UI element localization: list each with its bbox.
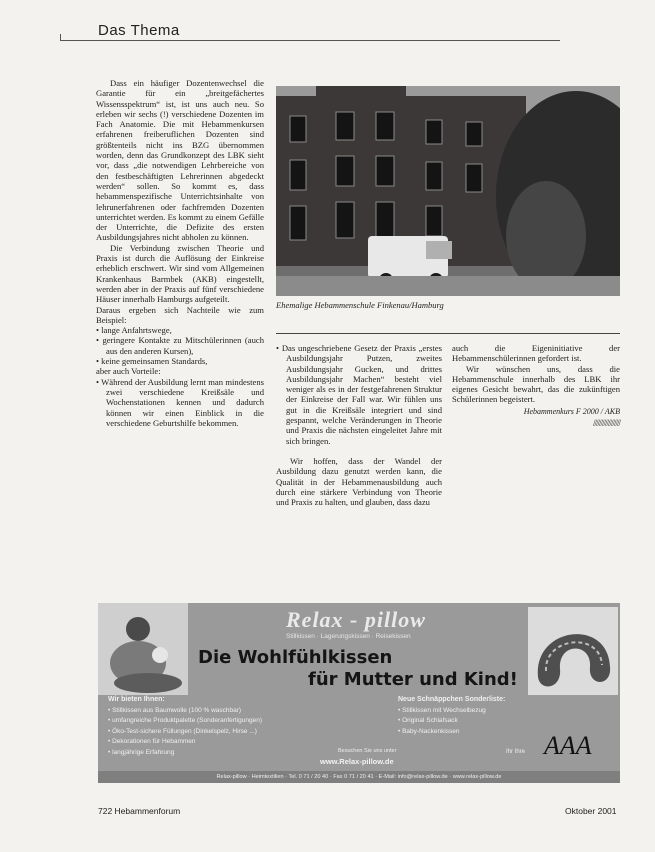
brand-tagline: Stillkissen · Lagerungskissen · Reisekissen: [286, 633, 411, 640]
brand-name: Relax - pillow: [286, 607, 426, 632]
title-rule: [60, 40, 560, 41]
paragraph: aber auch Vorteile:: [96, 366, 161, 377]
list-item: • Stillkissen mit Wechselbezug: [398, 706, 486, 714]
list-item: • Das ungeschriebene Gesetz der Praxis „erstes Ausbildungsjahr Putzen, zweites Ausbildungsjahr Gucken, und drittes Ausbildungsjahr Machen“ besteht viel weniger als es in der festgefahrenen Struktur der Einkreise der Fall war. Wir fühlen uns gut in die Kreißsäle integriert und sind gespannt, welche Veränderungen in Theorie und Praxis die nächsten eingeleitet Jahre mit sich bringen.: [276, 343, 442, 446]
building-photo: [276, 86, 620, 296]
list-item: • umfangreiche Produktpalette (Sonderanfertigungen): [108, 717, 263, 724]
list-item: • geringere Kontakte zu Mitschülerinnen (auch aus den anderen Kursen),: [96, 335, 264, 356]
article-column-2: [276, 343, 442, 507]
list-item: • Während der Ausbildung lernt man mindestens zwei verschiedene Kreißsäle und Wochenstationen kennen und dadurch können wir einen Einblick in die verschiedene Geburtshilfe bekommen.: [96, 376, 264, 428]
mother-child-illustration: [98, 603, 188, 695]
list-item: • Stillkissen aus Baumwolle (100 % waschbar): [108, 706, 242, 714]
ad-special-list: [398, 695, 528, 737]
paragraph: Daraus ergeben sich Nachteile wie zum Beispiel:: [96, 304, 264, 325]
ad-offer-heading: Wir bieten Ihnen:: [108, 696, 165, 703]
pillow-illustration: [528, 607, 618, 695]
ad-contact-line: Relax-pillow · Heimtextilien · Tel. 0 71 / 20 40 · Fax 0 71 / 20 41 · E-Mail: info@relax-pillow.de · www.relax-pillow.de: [98, 771, 620, 783]
page-footer-publication: 722 Hebammenforum: [98, 806, 181, 816]
paragraph: Die Verbindung zwischen Theorie und Praxis ist durch die Auflösung der Einkreise erheblich erschwert. Wir sind vom Allgemeinen Krankenhaus Barmbek (AKB) eingestellt, werden aber in der Praxis auf fünf verschiedene Häuser innerhalb Hamburgs aufgeteilt.: [96, 242, 264, 305]
end-mark: //////////////////: [592, 418, 620, 429]
spacer: [276, 446, 442, 456]
list-item: • Öko-Test-sichere Füllungen (Dinkelspelz, Hirse ...): [108, 727, 257, 735]
list-item: • keine gemeinsamen Standards,: [96, 356, 208, 367]
ad-headline-2: für Mutter und Kind!: [308, 669, 518, 690]
list-item: • lange Anfahrtswege,: [96, 325, 172, 336]
list-item: • langjährige Erfahrung: [108, 748, 175, 756]
website-link[interactable]: www.Relax-pillow.de: [320, 757, 394, 766]
section-title: Das Thema: [98, 22, 180, 39]
article-column-1: [96, 78, 264, 428]
author-signature: Hebammenkurs F 2000 / AKB: [523, 406, 620, 416]
company-logo: AAA: [544, 731, 592, 760]
photo-caption: Ehemalige Hebammenschule Finkenau/Hamburg: [276, 300, 444, 310]
website-label: Besuchen Sie uns unter: [338, 748, 397, 754]
pillow-photo: [528, 607, 618, 695]
ad-special-heading: Neue Schnäppchen Sonderliste:: [398, 696, 506, 703]
paragraph: Dass ein häufiger Dozentenwechsel die Garantie für ein „breitgefächertes Wissensspektrum“ ist, ist uns auch neu. So erleben wir sechs (!) verschiedene Dozenten im Fach Anatomie. Die mit Hebammenkursen erfahrenen freiberuflichen Dozenten sind größtenteils nicht ins BZG übernommen worden, denn das Grundkonzept des LBK sieht vor, dass „die notwendigen Lehrbereiche von den festbeschäftigten Lehrerinnen abgedeckt werden“ sollen. So kommt es, dass hebammenspezifische Unterrichtsinhalte von lehrunerfahrenen oder fachfremden Dozenten unterrichtet werden. Es kommt zu einem Gefälle der Unterrichte, die Defizite des ersten Ausbildungsjahres nicht abholen zu können.: [96, 78, 264, 243]
list-item: • Dekorationen für Hebammen: [108, 738, 196, 745]
paragraph: Wir wünschen uns, dass die Hebammenschule innerhalb des LBK ihr eigenes Gesicht bewahrt, das die zukünftigen Schülerinnen begeistert.: [452, 363, 620, 405]
caption-rule: [276, 333, 620, 334]
list-item: • Baby-Nackenkissen: [398, 727, 460, 735]
ad-headline: Die Wohlfühlkissen: [198, 647, 393, 668]
article-column-3: [452, 343, 620, 428]
building-illustration: [276, 86, 620, 296]
mother-child-photo: [98, 603, 188, 695]
paragraph: auch die Eigeninitiative der Hebammenschülerinnen gefordert ist.: [452, 343, 620, 364]
page-footer-date: Oktober 2001: [565, 806, 617, 816]
paragraph: Wir hoffen, dass der Wandel der Ausbildung dazu genutzt werden kann, die Qualität in der Hebammenausbildung auch durch eine stärkere Verbindung von Theorie und Praxis zu halten, und glauben, dass dazu: [276, 455, 442, 508]
greeting: Ihr Ihre: [506, 749, 526, 755]
list-item: • Original Schlafsack: [398, 717, 458, 724]
advertisement: [98, 603, 620, 783]
title-rule-hook: [60, 34, 69, 40]
